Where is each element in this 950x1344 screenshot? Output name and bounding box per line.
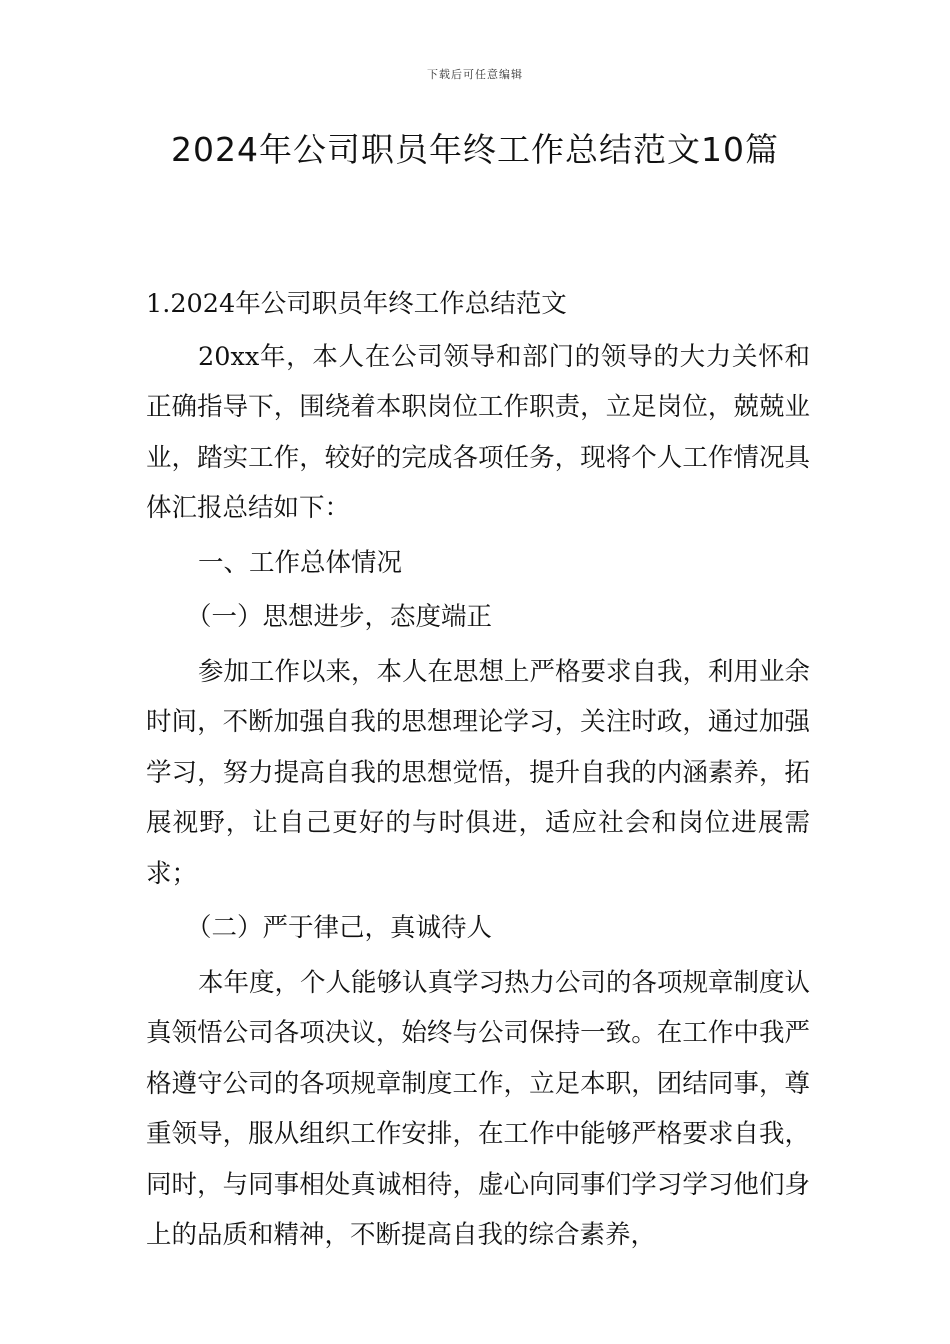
document-title: 2024年公司职员年终工作总结范文10篇: [171, 130, 779, 169]
heading-overall-situation: 一、工作总体情况: [198, 547, 403, 578]
subheading-self-discipline: （二）严于律己，真诚待人: [186, 913, 493, 943]
paragraph-thought-progress: 参加工作以来，本人在思想上严格要求自我，利用业余时间，不断加强自我的思想理论学习，关注时政，通过加强学习，努力提高自我的思想觉悟，提升自我的内涵素养，拓展视野，让自己更好的与时俱进，适应社会和岗位进展需求；: [146, 656, 811, 889]
section-heading: 1.2024年公司职员年终工作总结范文: [146, 289, 567, 319]
document-body: [146, 279, 810, 1261]
paragraph-self-discipline: 本年度，个人能够认真学习热力公司的各项规章制度认真领悟公司各项决议，始终与公司保持一致。在工作中我严格遵守公司的各项规章制度工作，立足本职，团结同事，尊重领导，服从组织工作安排，在工作中能够严格要求自我，同时，与同事相处真诚相待，虚心向同事们学习学习他们身上的品质和精神，不断提高自我的综合素养，: [146, 967, 811, 1250]
paragraph-intro: 20xx年，本人在公司领导和部门的领导的大力关怀和正确指导下，围绕着本职岗位工作职责，立足岗位，兢兢业业，踏实工作，较好的完成各项任务，现将个人工作情况具体汇报总结如下：: [146, 341, 810, 523]
subheading-thought-progress: （一）思想进步，态度端正: [186, 602, 493, 632]
header-note: 下载后可任意编辑: [427, 68, 523, 81]
